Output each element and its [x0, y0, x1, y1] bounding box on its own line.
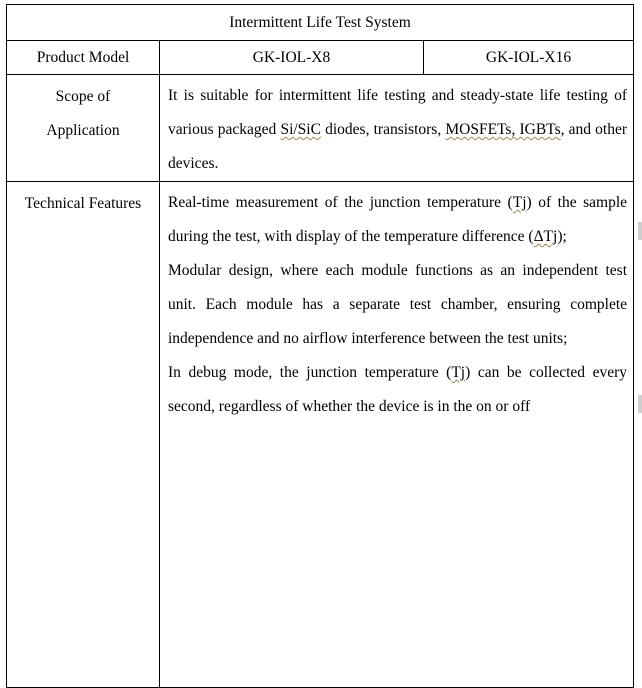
- scope-text-part: diodes, transistors,: [320, 121, 446, 138]
- feature-text-part: ) of the sample during the test, with display of the temperature difference (: [168, 194, 628, 245]
- scope-text-part: It is suitable for intermittent life testing and steady-state life testing of various packaged: [168, 87, 628, 138]
- scope-label-line2: Application: [46, 122, 120, 139]
- product-model-label: Product Model: [7, 41, 160, 75]
- model-x16: GK-IOL-X16: [424, 41, 634, 75]
- feature-text-part: Real-time measurement of the junction temperature (: [168, 194, 513, 211]
- feature-term-tj: Tj: [451, 364, 466, 381]
- scope-content: [160, 75, 634, 182]
- feature-item-3: [168, 356, 627, 424]
- scroll-indicator: [638, 395, 642, 413]
- scroll-indicator: [638, 222, 642, 240]
- scope-text: [168, 79, 627, 181]
- feature-item-1: [168, 186, 627, 254]
- feature-text-part: In debug mode, the junction temperature (: [168, 364, 452, 381]
- spec-table: [6, 4, 634, 688]
- scope-label-line1: Scope of: [55, 88, 111, 105]
- scope-text-part: , and other devices.: [168, 121, 628, 172]
- features-label: Technical Features: [7, 182, 160, 688]
- feature-text-part: ) can be collected every second, regardless of whether the device is in the on or off: [168, 364, 628, 415]
- scope-term-si-sic: Si/SiC: [280, 121, 321, 138]
- feature-term-delta-tj: ΔTj: [533, 228, 558, 245]
- model-x8: GK-IOL-X8: [160, 41, 424, 75]
- feature-text-part: );: [557, 228, 567, 245]
- scope-term-mosfets-igbts: MOSFETs, IGBTs: [445, 121, 561, 138]
- feature-term-tj: Tj: [512, 194, 527, 211]
- features-content: [160, 182, 634, 688]
- scope-label: [7, 75, 160, 182]
- feature-item-2: Modular design, where each module functions as an independent test unit. Each module has a separate test chamber, ensuring complete independence and no airflow interference between the test units;: [168, 262, 628, 347]
- table-title: Intermittent Life Test System: [7, 5, 634, 41]
